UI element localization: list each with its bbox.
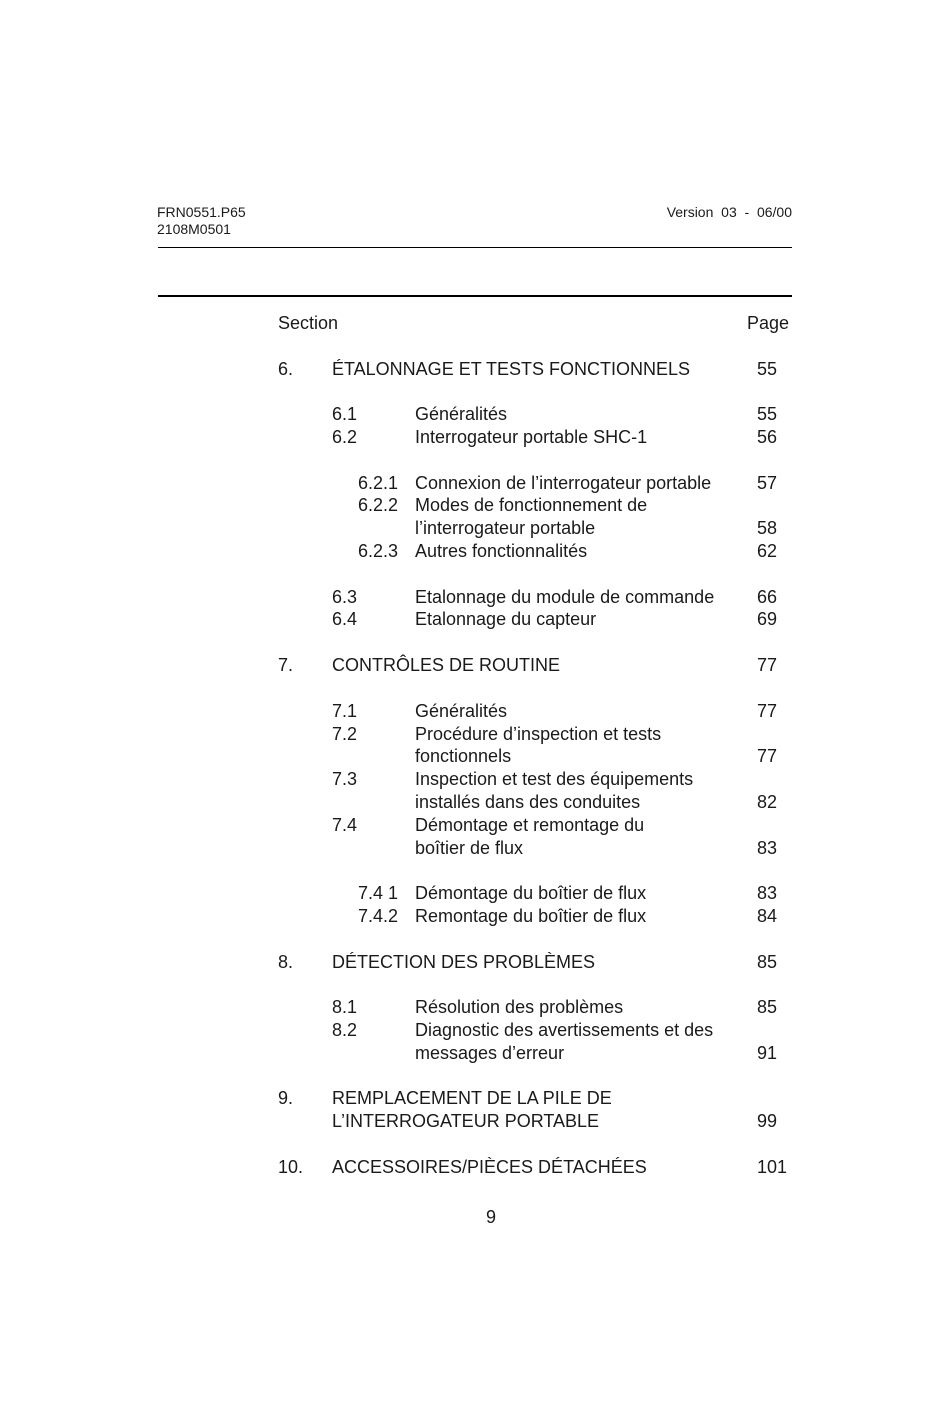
toc-entry-number: 7.4.2 [358,906,399,926]
toc-entry-page: 77 [757,655,778,675]
toc-entry-page: 57 [757,473,778,493]
toc-entry-number: 10. [278,1157,304,1177]
toc-entry-title: DÉTECTION DES PROBLÈMES [332,952,596,972]
toc-entry-title-continued: l’interrogateur portable [415,518,596,538]
toc-entry-number: 6.2 [332,427,358,447]
toc-entry-number: 6.2.1 [358,473,399,493]
toc-top-rule [158,295,792,297]
toc-entry-title: Diagnostic des avertissements et des [415,1020,714,1040]
toc-entry-title: Procédure d’inspection et tests [415,724,662,744]
toc-entry-title: REMPLACEMENT DE LA PILE DE [332,1088,612,1108]
toc-entry-title-continued: installés dans des conduites [415,792,641,812]
toc-entry-page: 56 [757,427,778,447]
toc-entry-page: 69 [757,609,778,629]
toc-entry-title-continued: L’INTERROGATEUR PORTABLE [332,1111,600,1131]
toc-entry-title: CONTRÔLES DE ROUTINE [332,655,561,675]
toc-entry-number: 8.1 [332,997,358,1017]
version-label: Version 03 - 06/00 [666,204,792,220]
toc-entry-page: 55 [757,404,778,424]
toc-entry-title: Résolution des problèmes [415,997,624,1017]
toc-section-heading: Section [278,313,339,333]
toc-entry-title: Généralités [415,701,508,721]
toc-entry-number: 7.1 [332,701,358,721]
toc-entry-page: 58 [757,518,778,538]
toc-entry-page: 84 [757,906,778,926]
toc-entry-page: 62 [757,541,778,561]
toc-entry-page: 85 [757,952,778,972]
toc-entry-title: Démontage et remontage du [415,815,645,835]
toc-entry-title: Inspection et test des équipements [415,769,694,789]
header-rule [158,247,792,248]
toc-entry-page: 83 [757,838,778,858]
toc-entry-number: 6. [278,359,294,379]
toc-entry-number: 7.4 [332,815,358,835]
toc-entry-title-continued: fonctionnels [415,746,512,766]
toc-entry-page: 91 [757,1043,778,1063]
toc-entry-page: 55 [757,359,778,379]
toc-entry-number: 6.2.3 [358,541,399,561]
toc-entry-page: 77 [757,701,778,721]
toc-entry-title: Connexion de l’interrogateur portable [415,473,712,493]
toc-entry-page: 66 [757,587,778,607]
toc-entry-number: 8. [278,952,294,972]
page-number: 9 [486,1207,497,1227]
toc-entry-number: 6.3 [332,587,358,607]
toc-entry-title: ÉTALONNAGE ET TESTS FONCTIONNELS [332,359,691,379]
toc-entry-number: 6.1 [332,404,358,424]
toc-entry-number: 6.2.2 [358,495,399,515]
toc-entry-number: 7.4 1 [358,883,399,903]
toc-entry-page: 101 [757,1157,788,1177]
toc-entry-title-continued: boîtier de flux [415,838,524,858]
toc-entry-title: Autres fonctionnalités [415,541,588,561]
toc-entry-number: 7. [278,655,294,675]
toc-entry-title: Généralités [415,404,508,424]
toc-entry-page: 77 [757,746,778,766]
toc-entry-page: 83 [757,883,778,903]
toc-entry-title-continued: messages d’erreur [415,1043,565,1063]
toc-entry-number: 7.2 [332,724,358,744]
file-name: FRN0551.P65 [157,204,246,220]
toc-entry-title: ACCESSOIRES/PIÈCES DÉTACHÉES [332,1157,647,1177]
toc-entry-number: 9. [278,1088,294,1108]
toc-entry-number: 6.4 [332,609,358,629]
toc-entry-title: Modes de fonctionnement de [415,495,648,515]
toc-entry-number: 8.2 [332,1020,358,1040]
toc-entry-number: 7.3 [332,769,358,789]
toc-entry-title: Interrogateur portable SHC-1 [415,427,648,447]
toc-entry-page: 99 [757,1111,778,1131]
toc-entry-title: Etalonnage du module de commande [415,587,715,607]
toc-entry-page: 85 [757,997,778,1017]
toc-page-heading: Page [747,313,790,333]
toc-entry-title: Remontage du boîtier de flux [415,906,647,926]
toc-entry-title: Démontage du boîtier de flux [415,883,647,903]
toc-entry-page: 82 [757,792,778,812]
doc-code: 2108M0501 [157,221,231,237]
toc-entry-title: Etalonnage du capteur [415,609,597,629]
